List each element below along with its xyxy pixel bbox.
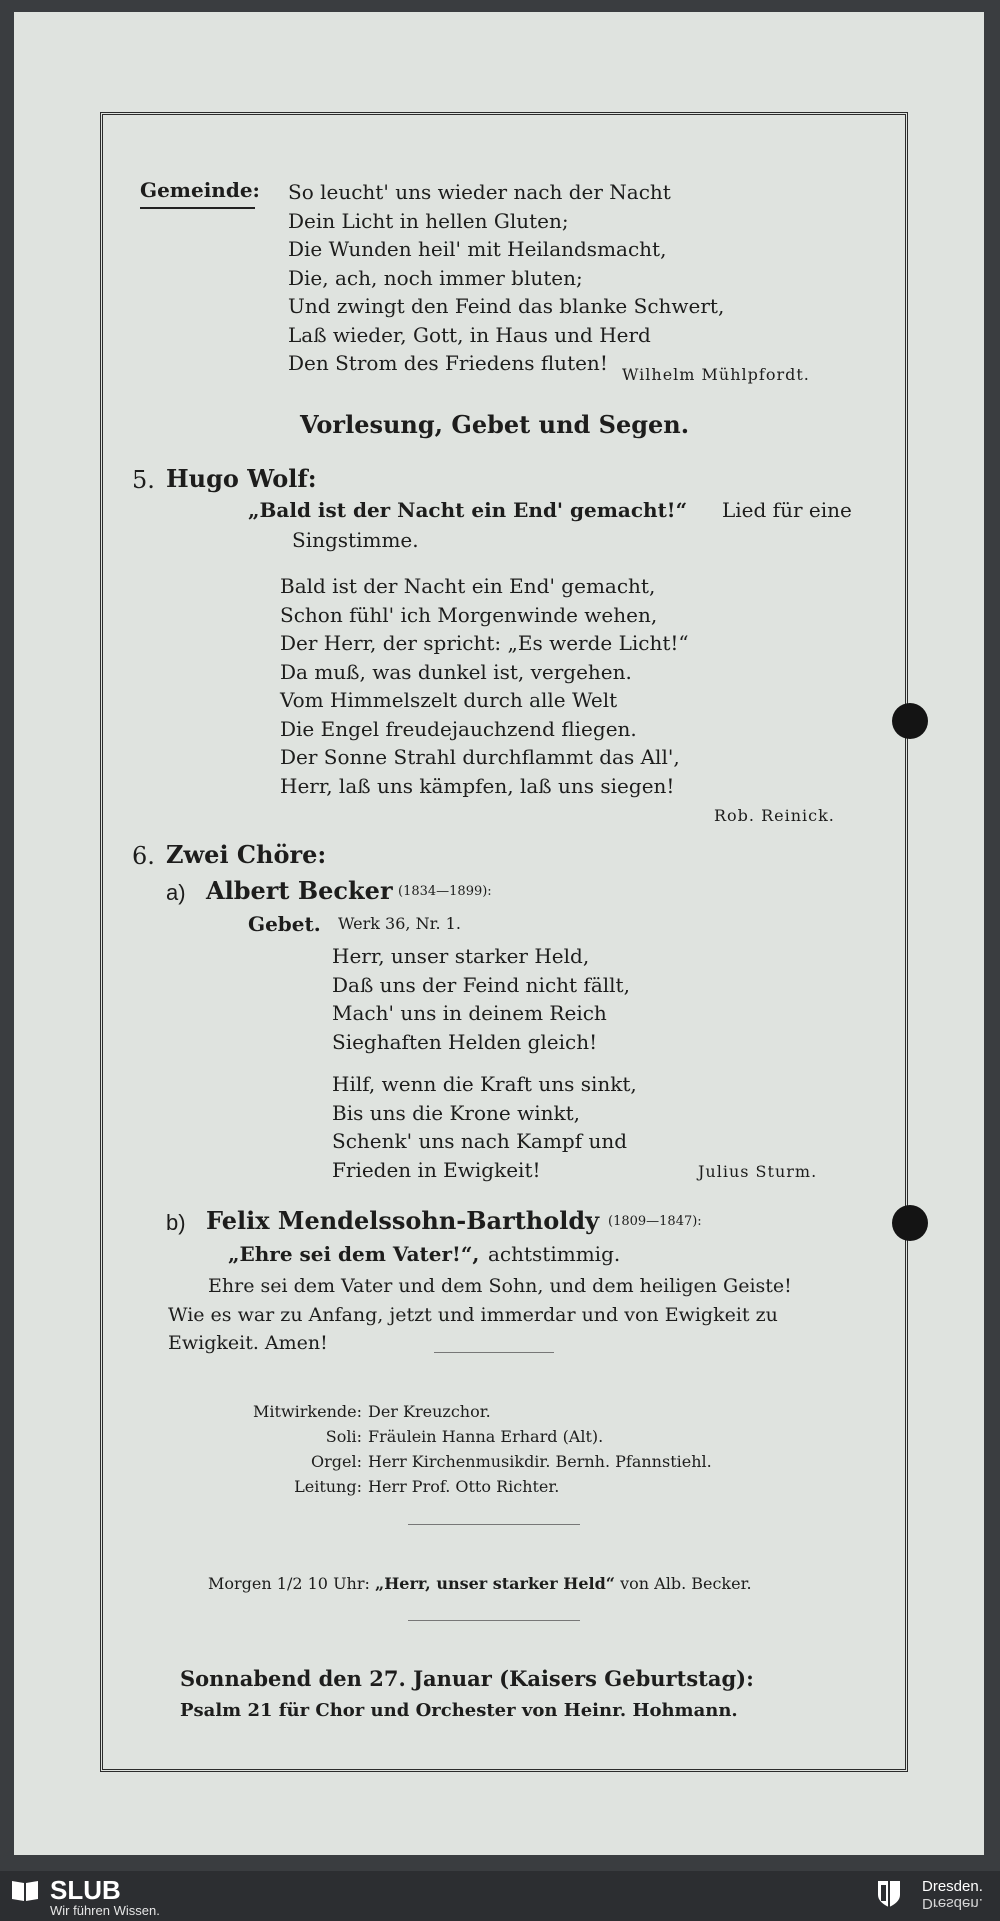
piece-ehre-sei: „Ehre sei dem Vater!“, [228, 1242, 480, 1266]
slub-logo-text[interactable]: SLUB [50, 1875, 121, 1905]
poem-line: Hilf, wenn die Kraft uns sinkt, [332, 1072, 637, 1096]
song-title: „Bald ist der Nacht ein End' gemacht!“ [248, 498, 688, 522]
wolf-poem [280, 572, 689, 800]
poem-line: Vom Himmelszelt durch alle Welt [280, 688, 618, 712]
vorlesung-heading: Vorlesung, Gebet und Segen. [300, 410, 690, 439]
poem-line: Daß uns der Feind nicht fällt, [332, 972, 630, 997]
poem-line: Schon fühl' ich Morgenwinde wehen, [280, 602, 658, 627]
poem-line: Die Engel freudejauchzend fliegen. [280, 716, 637, 741]
author-reinick: Rob. Reinick. [714, 806, 835, 825]
performer-role: Leitung: [294, 1477, 362, 1496]
psalm-line: Psalm 21 für Chor und Orchester von Heinr. Hohmann. [180, 1700, 738, 1721]
song-description-cont: Singstimme. [292, 528, 419, 552]
dresden-text: Dresden. [922, 1878, 983, 1895]
item-letter-a: a) [166, 880, 186, 905]
song-description: Lied für eine [722, 498, 852, 522]
poem-line: Bald ist der Nacht ein End' gemacht, [280, 574, 656, 598]
morgen-title: „Herr, unser starker Held“ [374, 1574, 615, 1593]
becker-dates: (1834—1899): [398, 884, 492, 899]
zwei-choere-heading: Zwei Chöre: [166, 840, 327, 869]
morgen-line [208, 1574, 752, 1593]
performer-name: Herr Kirchenmusikdir. Bernh. Pfannstiehl. [368, 1452, 712, 1471]
book-icon [10, 1877, 40, 1903]
poem-line: Die, ach, noch immer bluten; [288, 265, 583, 290]
separator [408, 1524, 580, 1525]
poem-line: Und zwingt den Feind das blanke Schwert, [288, 294, 725, 318]
item-number-5: 5. [132, 466, 155, 494]
poem-line: Herr, unser starker Held, [332, 944, 590, 968]
poem-line: Sieghaften Helden gleich! [332, 1029, 598, 1054]
gemeinde-label: Gemeinde: [140, 178, 260, 202]
crest-icon [876, 1879, 902, 1909]
performer-name: Herr Prof. Otto Richter. [368, 1477, 560, 1496]
footer-bar [0, 1871, 1000, 1921]
performer-name: Fräulein Hanna Erhard (Alt). [368, 1427, 604, 1446]
poem-line: Mach' uns in deinem Reich [332, 1001, 607, 1025]
piece-description: achtstimmig. [488, 1242, 621, 1266]
item-letter-b: b) [166, 1210, 186, 1235]
author-sturm: Julius Sturm. [698, 1162, 818, 1181]
slub-tagline: Wir führen Wissen. [50, 1903, 160, 1918]
author-muehlpfordt: Wilhelm Mühlpfordt. [622, 365, 810, 384]
poem-line: So leucht' uns wieder nach der Nacht [288, 180, 671, 204]
text-line: Ewigkeit. Amen! [168, 1332, 328, 1354]
sonnabend-line: Sonnabend den 27. Januar (Kaisers Geburtstag): [180, 1666, 754, 1691]
poem-line: Da muß, was dunkel ist, vergehen. [280, 659, 632, 684]
morgen-time: 1/2 10 Uhr: [276, 1574, 370, 1593]
poem-line: Laß wieder, Gott, in Haus und Herd [288, 322, 651, 347]
gemeinde-underline [140, 207, 255, 209]
poem-line: Den Strom des Friedens fluten! [288, 351, 608, 375]
poem-line: Herr, laß uns kämpfen, laß uns siegen! [280, 773, 675, 798]
dresden-mirror-text: Dresden. [922, 1895, 983, 1912]
composer-albert-becker: Albert Becker [206, 876, 393, 905]
performer-role: Soli: [325, 1427, 362, 1446]
becker-poem-stanza1 [332, 942, 630, 1056]
piece-gebet: Gebet. [248, 912, 321, 936]
punch-hole [892, 1205, 928, 1241]
document-page [14, 12, 984, 1855]
gemeinde-poem [288, 178, 724, 378]
poem-line: Schenk' uns nach Kampf und [332, 1129, 628, 1153]
item-number-6: 6. [132, 842, 155, 870]
performer-role: Orgel: [311, 1452, 362, 1471]
performer-name: Der Kreuzchor. [368, 1402, 491, 1421]
poem-line: Frieden in Ewigkeit! [332, 1157, 541, 1182]
punch-hole [892, 703, 928, 739]
text-line: Wie es war zu Anfang, jetzt und immerdar und von Ewigkeit zu [168, 1303, 778, 1326]
ehre-text [168, 1272, 792, 1358]
text-line: Ehre sei dem Vater und dem Sohn, und dem heiligen Geiste! [208, 1275, 792, 1297]
poem-line: Der Sonne Strahl durchflammt das All', [280, 745, 680, 769]
composer-mendelssohn: Felix Mendelssohn-Bartholdy [206, 1206, 600, 1235]
poem-line: Bis uns die Krone winkt, [332, 1100, 581, 1125]
opus-number: Werk 36, Nr. 1. [338, 914, 461, 933]
poem-line: Der Herr, der spricht: „Es werde Licht!“ [280, 631, 689, 655]
separator [408, 1620, 580, 1621]
morgen-suffix: von Alb. Becker. [620, 1574, 752, 1593]
dresden-logo[interactable] [922, 1879, 983, 1911]
separator [434, 1352, 554, 1353]
performer-role: Mitwirkende: [253, 1402, 362, 1421]
mendelssohn-dates: (1809—1847): [608, 1214, 702, 1229]
becker-poem-stanza2 [332, 1070, 637, 1184]
composer-hugo-wolf: Hugo Wolf: [166, 464, 317, 493]
poem-line: Dein Licht in hellen Gluten; [288, 208, 569, 233]
morgen-prefix: Morgen [208, 1574, 272, 1593]
poem-line: Die Wunden heil' mit Heilandsmacht, [288, 237, 667, 261]
